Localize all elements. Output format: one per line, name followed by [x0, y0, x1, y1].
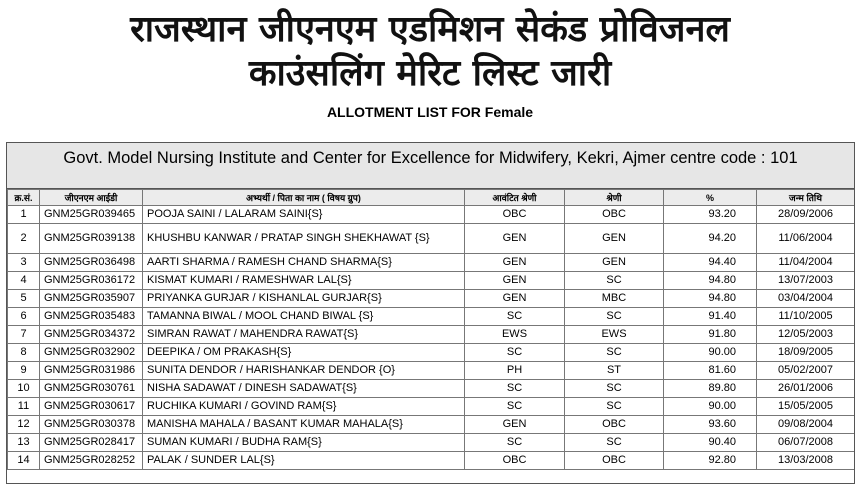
cell-candidate-name: TAMANNA BIWAL / MOOL CHAND BIWAL {S}	[143, 308, 465, 326]
cell-sno: 7	[8, 326, 40, 344]
cell-dob: 12/05/2003	[757, 326, 855, 344]
cell-category: GEN	[565, 224, 664, 254]
cell-dob: 09/08/2004	[757, 416, 855, 434]
cell-percent: 90.00	[664, 398, 757, 416]
cell-sno: 6	[8, 308, 40, 326]
cell-gnm-id: GNM25GR028417	[40, 434, 143, 452]
cell-gnm-id: GNM25GR034372	[40, 326, 143, 344]
cell-dob: 18/09/2005	[757, 344, 855, 362]
table-body	[8, 206, 855, 470]
cell-candidate-name: SIMRAN RAWAT / MAHENDRA RAWAT{S}	[143, 326, 465, 344]
cell-allotted-category: SC	[465, 380, 565, 398]
table-header-row	[8, 190, 855, 206]
cell-allotted-category: GEN	[465, 290, 565, 308]
cell-sno: 12	[8, 416, 40, 434]
cell-allotted-category: GEN	[465, 272, 565, 290]
cell-gnm-id: GNM25GR039465	[40, 206, 143, 224]
cell-sno: 4	[8, 272, 40, 290]
cell-percent: 93.60	[664, 416, 757, 434]
cell-dob: 03/04/2004	[757, 290, 855, 308]
table-row	[8, 416, 855, 434]
cell-allotted-category: GEN	[465, 254, 565, 272]
table-row	[8, 224, 855, 254]
table-row	[8, 362, 855, 380]
cell-percent: 93.20	[664, 206, 757, 224]
cell-candidate-name: MANISHA MAHALA / BASANT KUMAR MAHALA{S}	[143, 416, 465, 434]
cell-sno: 1	[8, 206, 40, 224]
table-row	[8, 254, 855, 272]
table-row	[8, 206, 855, 224]
cell-gnm-id: GNM25GR035483	[40, 308, 143, 326]
cell-gnm-id: GNM25GR032902	[40, 344, 143, 362]
allotment-table	[7, 189, 855, 470]
cell-candidate-name: PRIYANKA GURJAR / KISHANLAL GURJAR{S}	[143, 290, 465, 308]
cell-category: SC	[565, 272, 664, 290]
cell-dob: 13/07/2003	[757, 272, 855, 290]
column-header-dob: जन्म तिथि	[757, 190, 855, 206]
cell-allotted-category: SC	[465, 344, 565, 362]
cell-dob: 11/10/2005	[757, 308, 855, 326]
cell-allotted-category: EWS	[465, 326, 565, 344]
cell-allotted-category: SC	[465, 308, 565, 326]
cell-dob: 11/04/2004	[757, 254, 855, 272]
cell-category: MBC	[565, 290, 664, 308]
cell-percent: 91.40	[664, 308, 757, 326]
table-row	[8, 326, 855, 344]
cell-sno: 14	[8, 452, 40, 470]
cell-category: EWS	[565, 326, 664, 344]
cell-gnm-id: GNM25GR030761	[40, 380, 143, 398]
cell-dob: 13/03/2008	[757, 452, 855, 470]
cell-dob: 15/05/2005	[757, 398, 855, 416]
cell-candidate-name: SUMAN KUMARI / BUDHA RAM{S}	[143, 434, 465, 452]
table-row	[8, 398, 855, 416]
cell-sno: 13	[8, 434, 40, 452]
cell-candidate-name: RUCHIKA KUMARI / GOVIND RAM{S}	[143, 398, 465, 416]
cell-percent: 89.80	[664, 380, 757, 398]
cell-category: SC	[565, 380, 664, 398]
cell-gnm-id: GNM25GR031986	[40, 362, 143, 380]
cell-percent: 90.40	[664, 434, 757, 452]
column-header-percent: %	[664, 190, 757, 206]
cell-sno: 2	[8, 224, 40, 254]
cell-category: SC	[565, 398, 664, 416]
cell-percent: 94.80	[664, 290, 757, 308]
cell-candidate-name: NISHA SADAWAT / DINESH SADAWAT{S}	[143, 380, 465, 398]
cell-sno: 9	[8, 362, 40, 380]
cell-category: GEN	[565, 254, 664, 272]
table-row	[8, 380, 855, 398]
headline-line-2: काउंसलिंग मेरिट लिस्ट जारी	[248, 53, 612, 94]
cell-sno: 11	[8, 398, 40, 416]
cell-candidate-name: AARTI SHARMA / RAMESH CHAND SHARMA{S}	[143, 254, 465, 272]
cell-dob: 11/06/2004	[757, 224, 855, 254]
table-row	[8, 290, 855, 308]
cell-allotted-category: SC	[465, 398, 565, 416]
cell-sno: 3	[8, 254, 40, 272]
cell-sno: 10	[8, 380, 40, 398]
cell-allotted-category: GEN	[465, 416, 565, 434]
cell-candidate-name: KISMAT KUMARI / RAMESHWAR LAL{S}	[143, 272, 465, 290]
cell-candidate-name: DEEPIKA / OM PRAKASH{S}	[143, 344, 465, 362]
table-row	[8, 344, 855, 362]
cell-gnm-id: GNM25GR036172	[40, 272, 143, 290]
cell-allotted-category: SC	[465, 434, 565, 452]
cell-percent: 94.40	[664, 254, 757, 272]
headline-line-1: राजस्थान जीएनएम एडमिशन सेकंड प्रोविजनल	[130, 9, 730, 50]
cell-dob: 26/01/2006	[757, 380, 855, 398]
cell-dob: 28/09/2006	[757, 206, 855, 224]
cell-allotted-category: OBC	[465, 206, 565, 224]
table-row	[8, 452, 855, 470]
cell-sno: 5	[8, 290, 40, 308]
cell-candidate-name: PALAK / SUNDER LAL{S}	[143, 452, 465, 470]
allotment-list-subtitle: ALLOTMENT LIST FOR Female	[326, 104, 534, 120]
cell-category: SC	[565, 308, 664, 326]
cell-category: OBC	[565, 206, 664, 224]
column-header-sno: क्र.सं.	[8, 190, 40, 206]
cell-dob: 05/02/2007	[757, 362, 855, 380]
allotment-sheet	[6, 142, 855, 484]
cell-dob: 06/07/2008	[757, 434, 855, 452]
table-row	[8, 434, 855, 452]
column-header-allotted-category: आवंटित श्रेणी	[465, 190, 565, 206]
cell-percent: 92.80	[664, 452, 757, 470]
cell-category: SC	[565, 344, 664, 362]
column-header-name: अभ्यर्थी / पिता का नाम ( विषय ग्रुप)	[143, 190, 465, 206]
cell-percent: 81.60	[664, 362, 757, 380]
cell-gnm-id: GNM25GR030378	[40, 416, 143, 434]
cell-percent: 94.20	[664, 224, 757, 254]
cell-gnm-id: GNM25GR036498	[40, 254, 143, 272]
cell-gnm-id: GNM25GR035907	[40, 290, 143, 308]
cell-category: ST	[565, 362, 664, 380]
centre-title: Govt. Model Nursing Institute and Center for Excellence for Midwifery, Kekri, Ajmer centre code : 101	[7, 143, 854, 189]
cell-percent: 90.00	[664, 344, 757, 362]
cell-category: OBC	[565, 452, 664, 470]
column-header-category: श्रेणी	[565, 190, 664, 206]
table-row	[8, 272, 855, 290]
cell-gnm-id: GNM25GR030617	[40, 398, 143, 416]
cell-sno: 8	[8, 344, 40, 362]
cell-percent: 94.80	[664, 272, 757, 290]
cell-candidate-name: KHUSHBU KANWAR / PRATAP SINGH SHEKHAWAT {S}	[143, 224, 465, 254]
column-header-id: जीएनएम आईडी	[40, 190, 143, 206]
cell-allotted-category: GEN	[465, 224, 565, 254]
cell-gnm-id: GNM25GR028252	[40, 452, 143, 470]
table-row	[8, 308, 855, 326]
cell-allotted-category: OBC	[465, 452, 565, 470]
page-headline	[0, 0, 860, 96]
cell-candidate-name: SUNITA DENDOR / HARISHANKAR DENDOR {O}	[143, 362, 465, 380]
cell-allotted-category: PH	[465, 362, 565, 380]
cell-candidate-name: POOJA SAINI / LALARAM SAINI{S}	[143, 206, 465, 224]
cell-category: SC	[565, 434, 664, 452]
cell-gnm-id: GNM25GR039138	[40, 224, 143, 254]
cell-category: OBC	[565, 416, 664, 434]
cell-percent: 91.80	[664, 326, 757, 344]
